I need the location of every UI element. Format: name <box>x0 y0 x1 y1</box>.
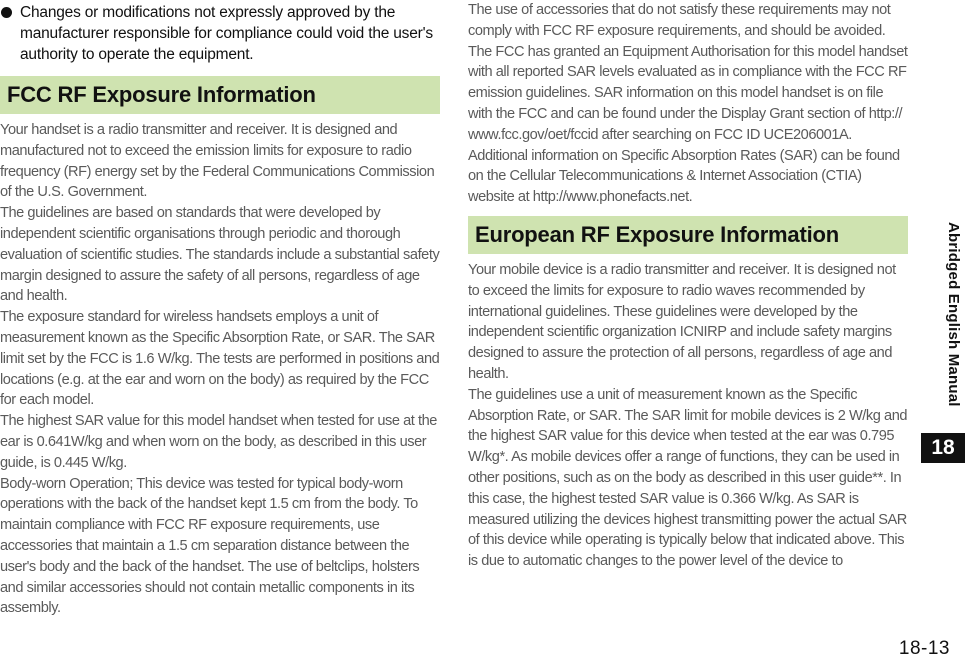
side-tab-label: Abridged English Manual <box>945 222 962 407</box>
compliance-notice-text: Changes or modifications not expressly approved by the manufacturer responsible for compliance could void the user's authority to operate the equipment. <box>20 4 433 63</box>
chapter-badge: 18 <box>921 433 965 463</box>
fcc-paragraph-1: Your handset is a radio transmitter and receiver. It is designed and manufactured not to exceed the emission limits for exposure to radio frequency (RF) energy set by the Federal Communications Commission of the U.S. Government. <box>0 122 435 201</box>
fcc-paragraph-3: The exposure standard for wireless handsets employs a unit of measurement known as the Specific Absorption Rate, or SAR. The SAR limit set by the FCC is 1.6 W/kg. The tests are performed in positions and locations (e.g. at the ear and worn on the body) as required by the FCC for each model. <box>0 309 440 409</box>
page-number: 18-13 <box>898 638 950 659</box>
bullet-icon <box>1 7 12 18</box>
right-column <box>468 0 908 572</box>
compliance-notice <box>0 2 440 65</box>
european-section-heading: European RF Exposure Information <box>468 216 908 254</box>
fcc-section-heading: FCC RF Exposure Information <box>0 76 440 114</box>
european-paragraph-2: The guidelines use a unit of measurement known as the Specific Absorption Rate, or SAR. The SAR limit for mobile devices is 2 W/kg and the highest SAR value for this device when tested at the ear was 0.795 W/kg*. As mobile devices offer a range of functions, they can be used in other positions, such as on the body as described in this user guide**. In this case, the highest tested SAR value is 0.366 W/kg. As SAR is measured utilizing the devices highest transmitting power the actual SAR of this device while operating is typically below that indicated above. This is due to automatic changes to the power level of the device to <box>468 386 908 570</box>
european-paragraph-1: Your mobile device is a radio transmitter and receiver. It is designed not to exceed the limits for exposure to radio waves recommended by international guidelines. These guidelines were developed by the independent scientific organization ICNIRP and include safety margins designed to assure the protection of all persons, regardless of age and health. <box>468 261 896 382</box>
fcc-paragraph-2: The guidelines are based on standards that were developed by independent scientific organisations through periodic and thorough evaluation of scientific studies. The standards include a substantial safety margin designed to assure the safety of all persons, regardless of age and health. <box>0 205 440 305</box>
fcc-paragraph-4: The highest SAR value for this model handset when tested for use at the ear is 0.641W/kg and when worn on the body, as described in this user guide, is 0.445 W/kg. <box>0 413 437 471</box>
fcc-paragraph-5: Body-worn Operation; This device was tested for typical body-worn operations with the back of the handset kept 1.5 cm from the body. To maintain compliance with FCC RF exposure requirements, use accessories that maintain a 1.5 cm separation distance between the user's body and the back of the handset. The use of beltclips, holsters and similar accessories should not contain metallic components in its assembly. <box>0 475 420 617</box>
fcc-continued-paragraph: The use of accessories that do not satisfy these requirements may not comply with FCC RF exposure requirements, and should be avoided. The FCC has granted an Equipment Authorisation for this model handset with all reported SAR levels evaluated as in compliance with the FCC RF emission guidelines. SAR information on this model handset is on file with the FCC and can be found under the Display Grant section of http:// www.fcc.gov/oet/fccid after searching on FCC ID UCE206001A. Additional information on Specific Absorption Rates (SAR) can be found on the Cellular Telecommunications & Internet Association (CTIA) website at http://www.phonefacts.net. <box>468 2 908 206</box>
left-column <box>0 0 440 619</box>
